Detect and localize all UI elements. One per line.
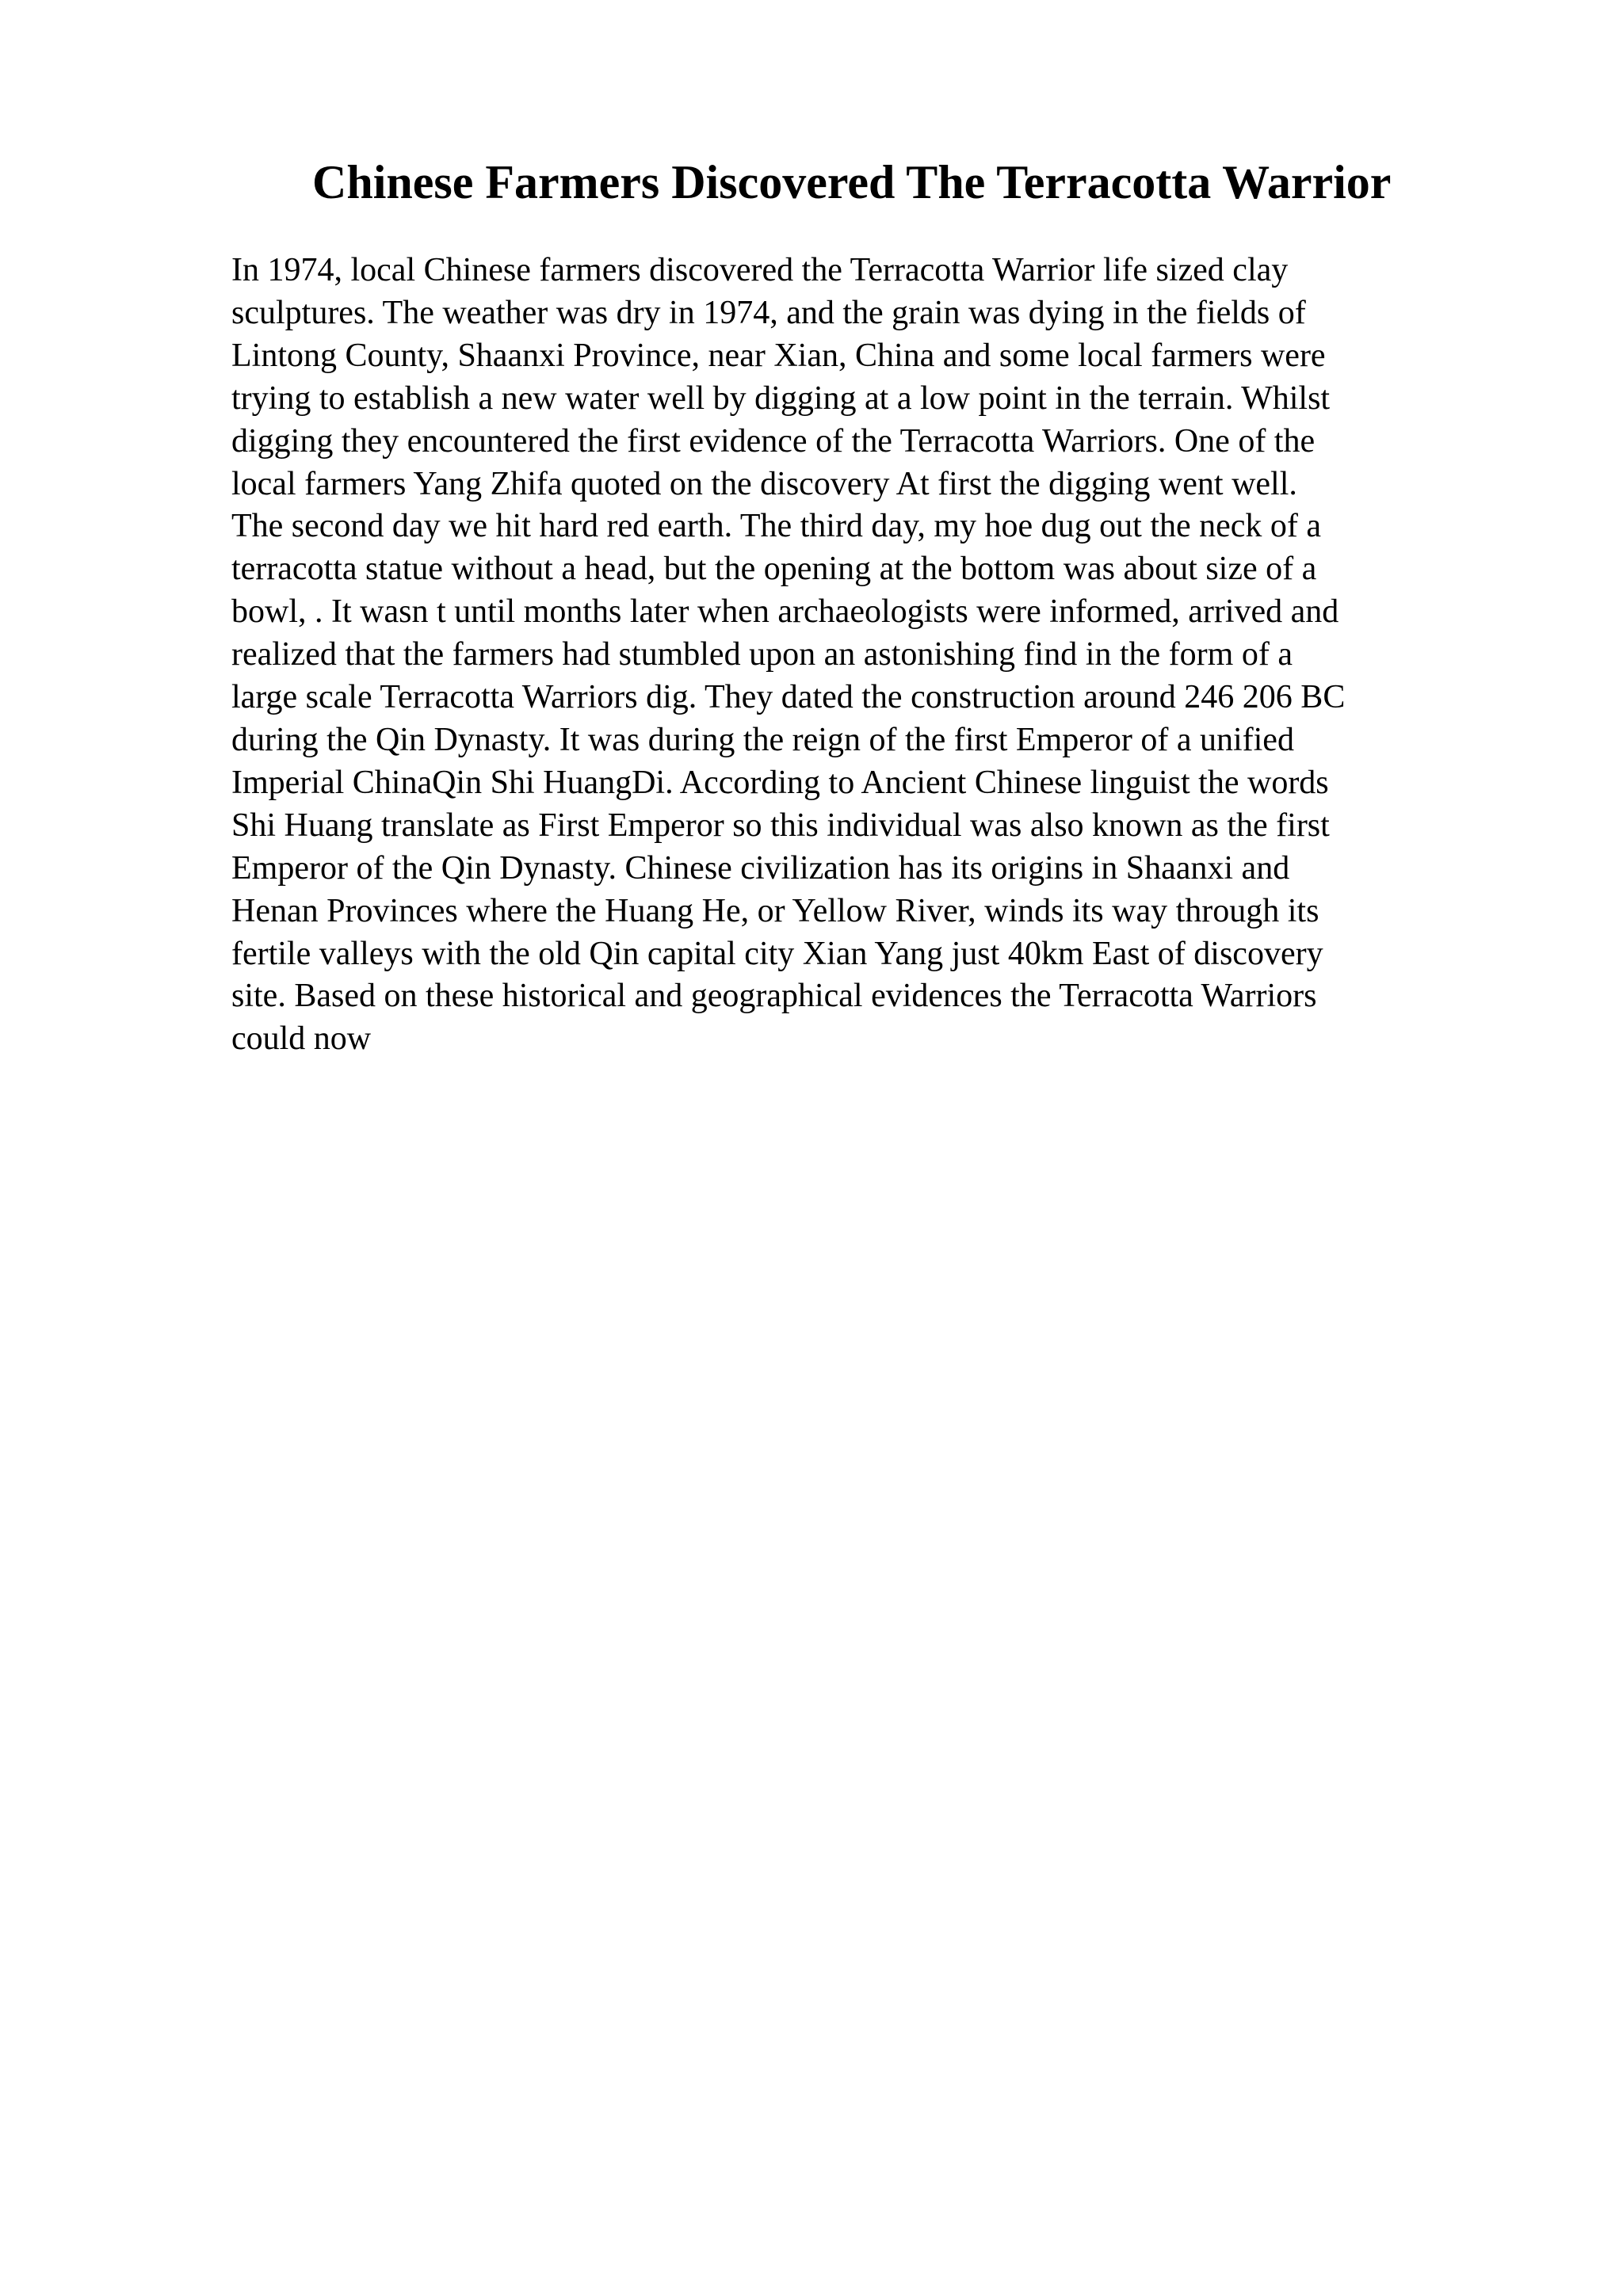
body-line: sculptures. The weather was dry in 1974, and the grain was dying in the fields of [231, 294, 1306, 331]
body-line: local farmers Yang Zhifa quoted on the discovery At first the digging went well. [231, 465, 1297, 502]
body-line: Shi Huang translate as First Emperor so this individual was also known as the first [231, 807, 1330, 844]
body-line: Lintong County, Shaanxi Province, near Xian, China and some local farmers were [231, 337, 1326, 374]
document-title: Chinese Farmers Discovered The Terracotta Warrior [312, 156, 1392, 208]
body-line: realized that the farmers had stumbled upon an astonishing find in the form of a [231, 636, 1293, 673]
body-line: Imperial ChinaQin Shi HuangDi. According to Ancient Chinese linguist the words [231, 764, 1329, 801]
body-line: bowl, . It wasn t until months later when archaeologists were informed, arrived and [231, 593, 1339, 631]
body-line: Emperor of the Qin Dynasty. Chinese civilization has its origins in Shaanxi and [231, 849, 1290, 887]
body-line: during the Qin Dynasty. It was during the reign of the first Emperor of a unified [231, 721, 1294, 758]
body-line: large scale Terracotta Warriors dig. They dated the construction around 246 206 BC [231, 679, 1346, 716]
body-line: site. Based on these historical and geographical evidences the Terracotta Warriors [231, 978, 1317, 1015]
body-line: trying to establish a new water well by digging at a low point in the terrain. Whilst [231, 379, 1331, 417]
body-line: could now [231, 1020, 372, 1058]
document-body [231, 250, 1499, 1061]
body-line: The second day we hit hard red earth. The third day, my hoe dug out the neck of a [231, 508, 1322, 545]
body-line: digging they encountered the first evidence of the Terracotta Warriors. One of the [231, 422, 1316, 460]
body-line: In 1974, local Chinese farmers discovered the Terracotta Warrior life sized clay [231, 252, 1289, 288]
body-line: terracotta statue without a head, but the opening at the bottom was about size of a [231, 551, 1317, 588]
body-line: fertile valleys with the old Qin capital city Xian Yang just 40km East of discovery [231, 935, 1323, 972]
body-line: Henan Provinces where the Huang He, or Yellow River, winds its way through its [231, 892, 1319, 929]
